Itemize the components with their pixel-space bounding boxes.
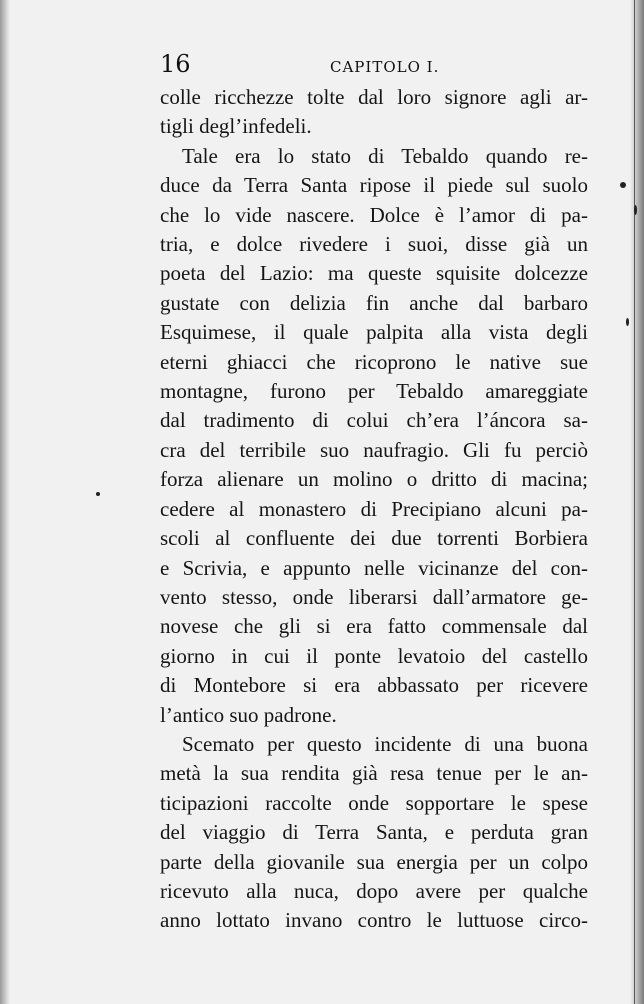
text-line: Tale era lo stato di Tebaldo quando re-: [182, 143, 588, 168]
text-line: di Montebore si era abbassato per ricevere: [160, 673, 588, 698]
page-right-edge: [630, 0, 644, 1004]
text-line: ticipazioni raccolte onde sopportare le spese: [160, 790, 588, 815]
page-number: 16: [160, 50, 191, 78]
text-line: anno lottato invano contro le luttuose circo-: [160, 908, 588, 933]
text-line: l’antico suo padrone.: [160, 702, 337, 727]
text-line: metà la sua rendita già resa tenue per le an-: [160, 761, 588, 786]
text-line: Scemato per questo incidente di una buona: [182, 731, 588, 756]
paragraph: [160, 83, 588, 142]
text-line: duce da Terra Santa ripose il piede sul suolo: [160, 173, 588, 198]
body-text: [160, 83, 588, 936]
paragraph: [160, 142, 588, 730]
page-header: [160, 50, 588, 78]
text-line: eterni ghiacci che ricoprono le native sue: [160, 349, 588, 374]
text-line: dal tradimento di colui ch’era l’áncora sa-: [160, 408, 588, 433]
text-line: forza alienare un molino o dritto di macina;: [160, 467, 588, 492]
text-line: cedere al monastero di Precipiano alcuni pa-: [160, 496, 588, 521]
text-line: tria, e dolce rivedere i suoi, disse già un: [160, 232, 588, 257]
text-line: novese che gli si era fatto commensale dal: [160, 614, 588, 639]
text-line: parte della giovanile sua energia per un colpo: [160, 849, 588, 874]
text-line: colle ricchezze tolte dal loro signore agli ar-: [160, 85, 588, 109]
text-line: e Scrivia, e appunto nelle vicinanze del con-: [160, 555, 588, 580]
paragraph: [160, 730, 588, 936]
text-line: che lo vide nascere. Dolce è l’amor di pa-: [160, 202, 588, 227]
text-line: giorno in cui il ponte levatoio del castello: [160, 643, 588, 668]
running-head: CAPITOLO I.: [330, 58, 440, 76]
text-line: gustate con delizia fin anche dal barbaro: [160, 290, 588, 315]
text-line: vento stesso, onde liberarsi dall’armatore ge-: [160, 584, 588, 609]
text-line: cra del terribile suo naufragio. Gli fu perciò: [160, 437, 588, 462]
text-line: ricevuto alla nuca, dopo avere per qualche: [160, 878, 588, 903]
ink-speck: [96, 492, 100, 496]
text-line: scoli al confluente dei due torrenti Borbiera: [160, 526, 588, 551]
ink-speck: [634, 205, 637, 215]
ink-speck: [626, 318, 629, 326]
text-line: tigli degl’infedeli.: [160, 114, 312, 139]
text-line: del viaggio di Terra Santa, e perduta gran: [160, 820, 588, 845]
page-left-edge: [0, 0, 10, 1004]
ink-speck: [620, 182, 626, 188]
text-line: montagne, furono per Tebaldo amareggiate: [160, 379, 588, 404]
text-line: Esquimese, il quale palpita alla vista degli: [160, 320, 588, 345]
text-line: poeta del Lazio: ma queste squisite dolcezze: [160, 261, 588, 286]
page-binding-line: [634, 0, 635, 1004]
